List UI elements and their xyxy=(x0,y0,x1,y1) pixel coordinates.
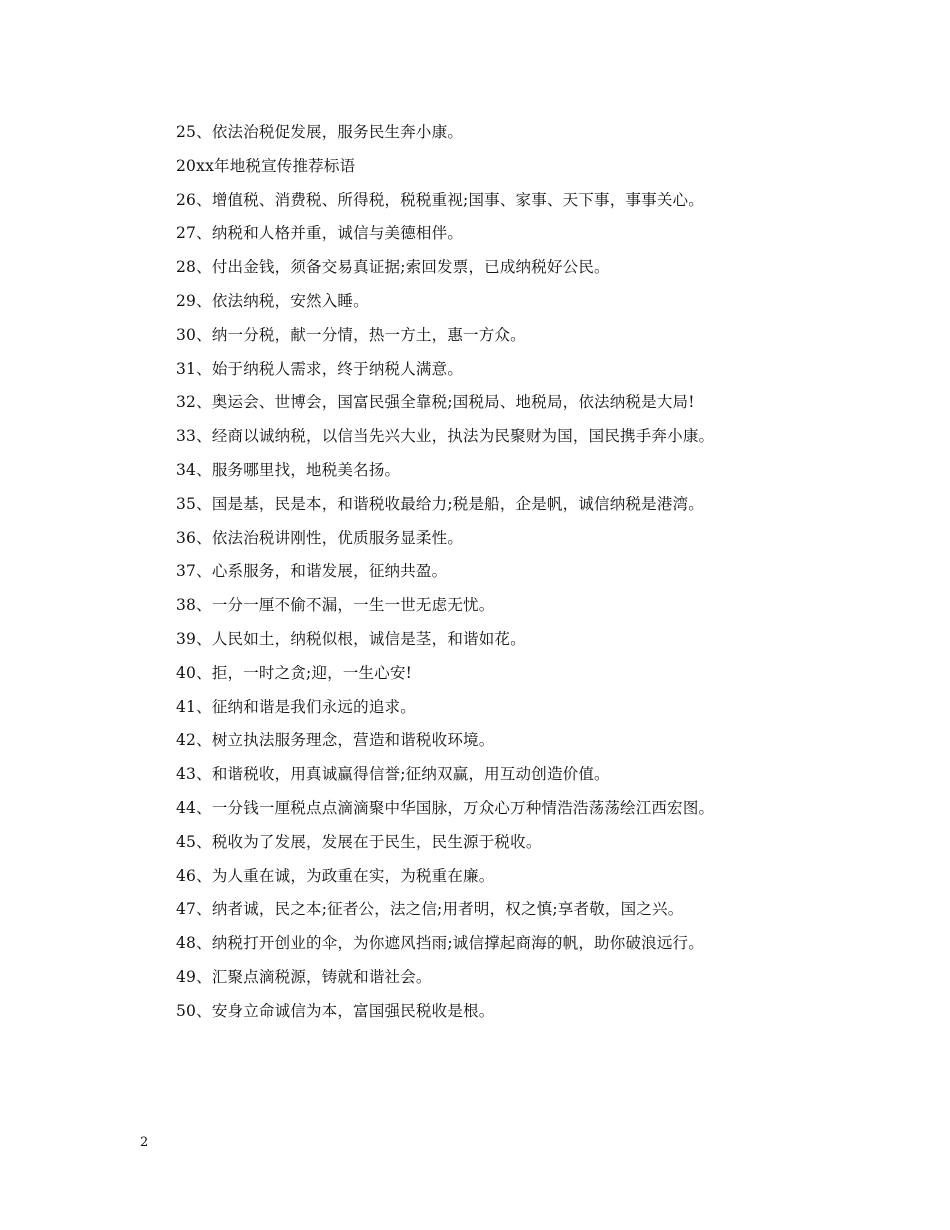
slogan-line: 31、始于纳税人需求，终于纳税人满意。 xyxy=(176,359,464,378)
slogan-line: 29、依法纳税，安然入睡。 xyxy=(176,291,369,310)
slogan-line: 27、纳税和人格并重，诚信与美德相伴。 xyxy=(176,224,464,243)
slogan-line: 42、树立执法服务理念，营造和谐税收环境。 xyxy=(176,731,495,750)
slogan-line: 35、国是基，民是本，和谐税收最给力;税是船，企是帆，诚信纳税是港湾。 xyxy=(176,494,704,513)
slogan-line: 40、拒，一时之贪;迎，一生心安! xyxy=(176,663,413,682)
slogan-line: 26、增值税、消费税、所得税，税税重视;国事、家事、天下事，事事关心。 xyxy=(176,190,704,209)
slogan-line: 41、征纳和谐是我们永远的追求。 xyxy=(176,697,416,716)
slogan-line: 47、纳者诚，民之本;征者公，法之信;用者明，权之慎;享者敬，国之兴。 xyxy=(176,900,684,919)
slogan-line: 30、纳一分税，献一分情，热一方土，惠一方众。 xyxy=(176,325,526,344)
slogan-line: 38、一分一厘不偷不漏，一生一世无虑无忧。 xyxy=(176,596,495,615)
slogan-line: 25、依法治税促发展，服务民生奔小康。 xyxy=(176,123,464,141)
slogan-line: 39、人民如土，纳税似根，诚信是茎，和谐如花。 xyxy=(176,629,526,648)
section-heading: 20xx年地税宣传推荐标语 xyxy=(176,156,356,175)
slogan-line: 36、依法治税讲刚性，优质服务显柔性。 xyxy=(176,528,464,547)
slogan-line: 32、奥运会、世博会，国富民强全靠税;国税局、地税局，依法纳税是大局! xyxy=(176,393,695,412)
slogan-line: 49、汇聚点滴税源，铸就和谐社会。 xyxy=(176,967,432,986)
slogan-line: 46、为人重在诚，为政重在实，为税重在廉。 xyxy=(176,866,495,885)
slogan-line: 50、安身立命诚信为本，富国强民税收是根。 xyxy=(176,1001,495,1020)
slogan-line: 33、经商以诚纳税，以信当先兴大业，执法为民聚财为国，国民携手奔小康。 xyxy=(176,427,715,446)
slogan-line: 43、和谐税收，用真诚赢得信誉;征纳双赢，用互动创造价值。 xyxy=(176,765,610,784)
slogan-line: 37、心系服务，和谐发展，征纳共盈。 xyxy=(176,562,448,581)
slogan-line: 34、服务哪里找，地税美名扬。 xyxy=(176,460,401,479)
page-number: 2 xyxy=(140,1135,149,1150)
slogan-list xyxy=(176,116,876,1029)
slogan-line: 44、一分钱一厘税点点滴滴聚中华国脉，万众心万种情浩浩荡荡绘江西宏图。 xyxy=(176,798,715,817)
slogan-line: 48、纳税打开创业的伞，为你遮风挡雨;诚信撑起商海的帆，助你破浪远行。 xyxy=(176,934,704,953)
slogan-line: 28、付出金钱，须备交易真证据;索回发票，已成纳税好公民。 xyxy=(176,258,610,277)
slogan-line: 45、税收为了发展，发展在于民生，民生源于税收。 xyxy=(176,832,542,851)
